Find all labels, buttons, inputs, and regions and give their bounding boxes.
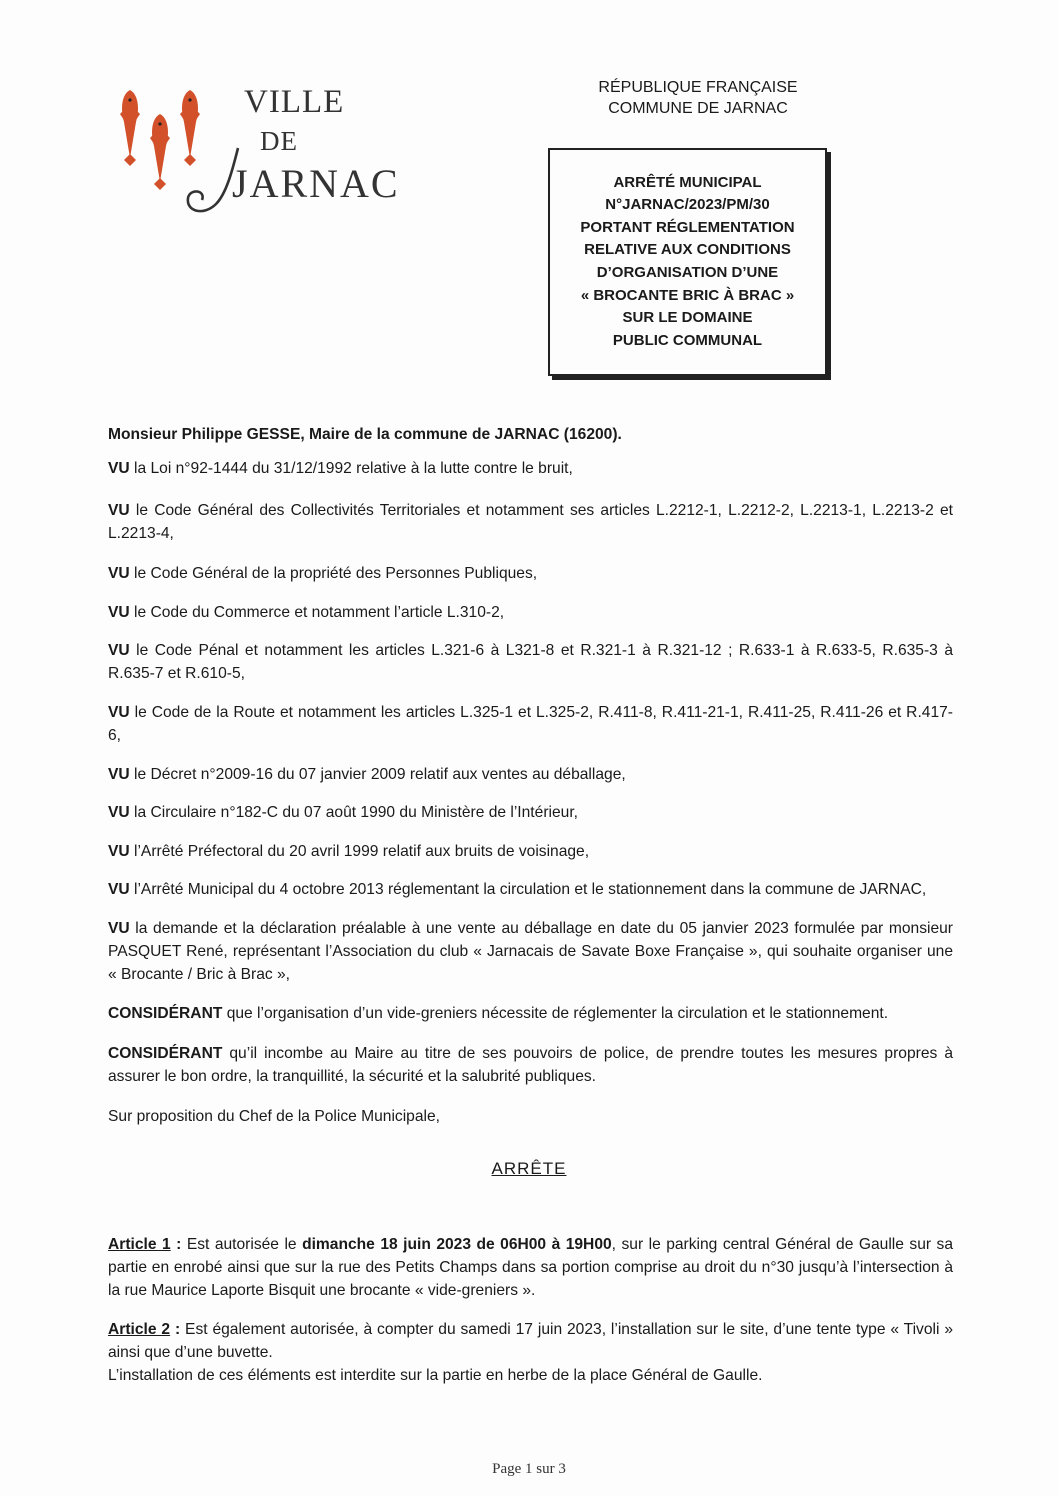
vu-paragraph <box>108 801 953 824</box>
republic-line: RÉPUBLIQUE FRANÇAISE <box>598 79 798 96</box>
considerant-label: CONSIDÉRANT <box>108 1045 223 1062</box>
article-1-date: dimanche 18 juin 2023 de 06H00 à 19H00 <box>302 1236 612 1253</box>
considerant-label: CONSIDÉRANT <box>108 1005 223 1022</box>
vu-paragraph <box>108 917 953 986</box>
vu-label: VU <box>108 704 130 721</box>
republic-header <box>560 77 836 119</box>
vu-text: le Code du Commerce et notamment l’article L.310-2, <box>129 604 505 621</box>
vu-paragraph <box>108 601 953 624</box>
title-line: ARRÊTÉ MUNICIPAL <box>613 173 762 191</box>
page-number: Page 1 sur 3 <box>492 1461 566 1477</box>
ville-de-jarnac-logo <box>112 80 400 220</box>
title-line: PORTANT RÉGLEMENTATION <box>580 218 795 236</box>
vu-label: VU <box>108 881 130 898</box>
title-line: N°JARNAC/2023/PM/30 <box>605 196 770 214</box>
vu-label: VU <box>108 565 130 582</box>
title-line: PUBLIC COMMUNAL <box>612 331 763 349</box>
vu-text: le Code Général des Collectivités Territoriales et notamment ses articles L.2212-1, L.2212-2, L.2213-1, L.2213-2 et L.2213-4, <box>108 502 953 542</box>
vu-paragraph <box>108 840 953 863</box>
article-1 <box>108 1233 953 1302</box>
article-1-label: Article 1 <box>108 1236 171 1253</box>
vu-text: la Loi n°92-1444 du 31/12/1992 relative à la lutte contre le bruit, <box>129 460 573 477</box>
arrete-heading: ARRÊTE <box>491 1159 567 1178</box>
vu-paragraph <box>108 562 953 585</box>
vu-text: le Code de la Route et notamment les articles L.325-1 et L.325-2, R.411-8, R.411-21-1, R.411-25, R.411-26 et R.417-6, <box>108 704 953 744</box>
commune-line: COMMUNE DE JARNAC <box>608 100 788 117</box>
arrete-title-box <box>548 148 827 376</box>
logo-line-jarnac: JARNAC <box>232 161 400 206</box>
article-2-continued: L’installation de ces éléments est interdite sur la partie en herbe de la place Général de Gaulle. <box>108 1367 763 1384</box>
vu-paragraph <box>108 499 953 545</box>
logo-line-ville: VILLE <box>244 84 345 120</box>
proposition-line: Sur proposition du Chef de la Police Municipale, <box>108 1108 440 1125</box>
article-2-label: Article 2 <box>108 1321 171 1338</box>
considerant-paragraph <box>108 1042 953 1088</box>
considerant-paragraph <box>108 1002 953 1025</box>
article-2 <box>108 1318 953 1364</box>
article-1-text-a: Est autorisée le <box>186 1236 303 1253</box>
vu-paragraph <box>108 701 953 747</box>
title-line: D’ORGANISATION D’UNE <box>596 264 779 281</box>
article-1-sep: : <box>170 1236 187 1253</box>
title-line: SUR LE DOMAINE <box>622 309 753 327</box>
logo-line-de: DE <box>260 126 298 156</box>
vu-text: la Circulaire n°182-C du 07 août 1990 du Ministère de l’Intérieur, <box>129 804 578 821</box>
vu-label: VU <box>108 920 130 937</box>
vu-label: VU <box>108 604 130 621</box>
article-2-sep: : <box>170 1321 186 1338</box>
vu-label: VU <box>108 502 130 519</box>
title-line: « BROCANTE BRIC À BRAC » <box>580 286 795 304</box>
vu-label: VU <box>108 804 130 821</box>
article-1-text-b: , sur le parking central Général de Gaulle sur sa partie en enrobé ainsi que sur la rue des Petits Champs dans sa portion comprise au droit du n°30 jusqu’à l’intersection à la rue Maurice Laporte Bisquit une brocante « vide-greniers ». <box>108 1236 953 1299</box>
mayor-intro: Monsieur Philippe GESSE, Maire de la commune de JARNAC (16200). <box>108 426 622 443</box>
vu-text: l’Arrêté Préfectoral du 20 avril 1999 relatif aux bruits de voisinage, <box>129 843 590 860</box>
vu-label: VU <box>108 766 130 783</box>
vu-label: VU <box>108 843 130 860</box>
considerant-text: qu’il incombe au Maire au titre de ses pouvoirs de police, de prendre toutes les mesures propres à assurer le bon ordre, la tranquillité, la sécurité et la salubrité publiques. <box>108 1045 953 1085</box>
vu-text: le Code Général de la propriété des Personnes Publiques, <box>129 565 538 582</box>
vu-text: le Code Pénal et notamment les articles L.321-6 à L321-8 et R.321-1 à R.321-12 ; R.633-1 à R.633-5, R.635-3 à R.635-7 et R.610-5, <box>108 642 953 682</box>
vu-paragraph <box>108 763 953 786</box>
vu-paragraph <box>108 457 953 480</box>
vu-label: VU <box>108 642 130 659</box>
vu-text: le Décret n°2009-16 du 07 janvier 2009 relatif aux ventes au déballage, <box>129 766 626 783</box>
vu-text: la demande et la déclaration préalable à une vente au déballage en date du 05 janvier 2023 formulée par monsieur PASQUET René, représentant l’Association du club « Jarnacais de Savate Boxe Française », qui souhaite organiser une « Brocante / Bric à Brac », <box>108 920 953 983</box>
article-2-text: Est également autorisée, à compter du samedi 17 juin 2023, l’installation sur le site, d’une tente type « Tivoli » ainsi que d’une buvette. <box>108 1321 953 1361</box>
considerant-text: que l’organisation d’un vide-greniers nécessite de réglementer la circulation et le stationnement. <box>222 1005 889 1022</box>
vu-text: l’Arrêté Municipal du 4 octobre 2013 réglementant la circulation et le stationnement dans la commune de JARNAC, <box>129 881 927 898</box>
vu-paragraph <box>108 878 953 901</box>
vu-label: VU <box>108 460 130 477</box>
vu-paragraph <box>108 639 953 685</box>
title-line: RELATIVE AUX CONDITIONS <box>584 241 791 259</box>
